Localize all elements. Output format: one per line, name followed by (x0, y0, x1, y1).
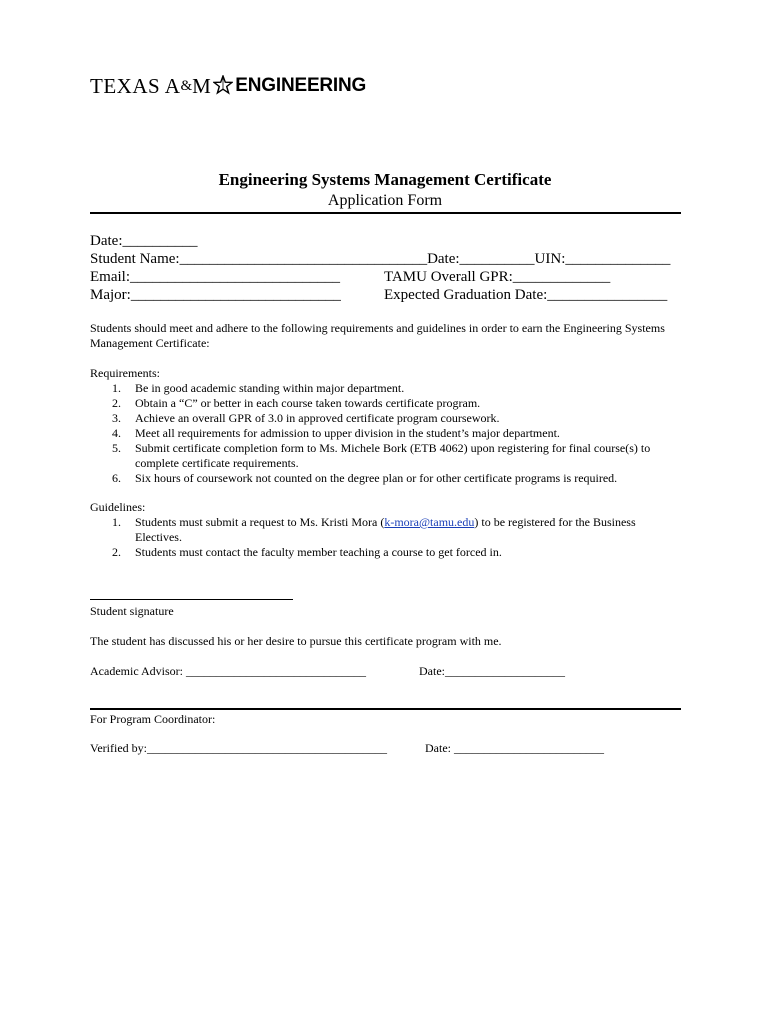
date-field[interactable]: Date:__________ (90, 233, 198, 249)
intro-paragraph: Students should meet and adhere to the following requirements and guidelines in order to earn the Engineering Systems Management Certificate: (90, 321, 665, 350)
guidelines-list (90, 515, 690, 560)
requirements-list (90, 381, 690, 486)
form-subtitle: Application Form (327, 192, 443, 209)
logo-ampersand: & (180, 77, 193, 94)
verified-date-field[interactable]: Date: _________________________ (425, 741, 604, 755)
logo-texas-text: TEXAS A (90, 73, 181, 98)
logo-m-text: M (192, 73, 212, 98)
advisor-date-field[interactable]: Date:____________________ (419, 664, 565, 678)
list-item: 2. Obtain a “C” or better in each course taken towards certificate program. (112, 396, 481, 410)
texas-am-engineering-logo (90, 72, 366, 100)
student-name-field[interactable]: Student Name:_________________________________Date:__________UIN:______________ (90, 251, 671, 267)
requirements-heading: Requirements: (90, 366, 160, 380)
advisor-statement: The student has discussed his or her desire to pursue this certificate program with me. (90, 634, 502, 648)
guidelines-section (90, 500, 690, 560)
logo-engineering-text: ENGINEERING (235, 75, 367, 96)
signature-line[interactable] (90, 599, 293, 600)
major-field[interactable]: Major:____________________________ (90, 287, 341, 303)
list-item: 5. Submit certificate completion form to Ms. Michele Bork (ETB 4062) upon registering for final course(s) to complete certificate requirements. (112, 441, 651, 470)
list-item: 2. Students must contact the faculty member teaching a course to get forced in. (112, 545, 502, 559)
list-item: 3. Achieve an overall GPR of 3.0 in approved certificate program coursework. (112, 411, 500, 425)
email-field[interactable]: Email:____________________________ (90, 269, 340, 285)
expected-graduation-field[interactable]: Expected Graduation Date:________________ (384, 287, 668, 303)
tamu-gpr-field[interactable]: TAMU Overall GPR:_____________ (384, 269, 611, 285)
student-signature-label: Student signature (90, 604, 174, 618)
list-item: 4. Meet all requirements for admission to upper division in the student’s major department. (112, 426, 560, 440)
email-link[interactable]: k-mora@tamu.edu (384, 515, 475, 529)
list-item: 1. Be in good academic standing within major department. (112, 381, 405, 395)
coordinator-heading: For Program Coordinator: (90, 712, 216, 726)
requirements-section (90, 366, 690, 486)
form-title: Engineering Systems Management Certificate (218, 170, 552, 189)
coordinator-divider (90, 708, 681, 710)
star-icon (213, 75, 233, 95)
academic-advisor-field[interactable]: Academic Advisor: ______________________________ (90, 664, 366, 678)
title-divider (90, 212, 681, 214)
guidelines-heading: Guidelines: (90, 500, 146, 514)
list-item: 6. Six hours of coursework not counted on the degree plan or for other certificate programs is required. (112, 471, 618, 485)
list-item: 1. Students must submit a request to Ms. Kristi Mora (k-mora@tamu.edu) to be registered for the Business Electives. (112, 515, 636, 544)
verified-by-field[interactable]: Verified by:________________________________________ (90, 741, 387, 755)
